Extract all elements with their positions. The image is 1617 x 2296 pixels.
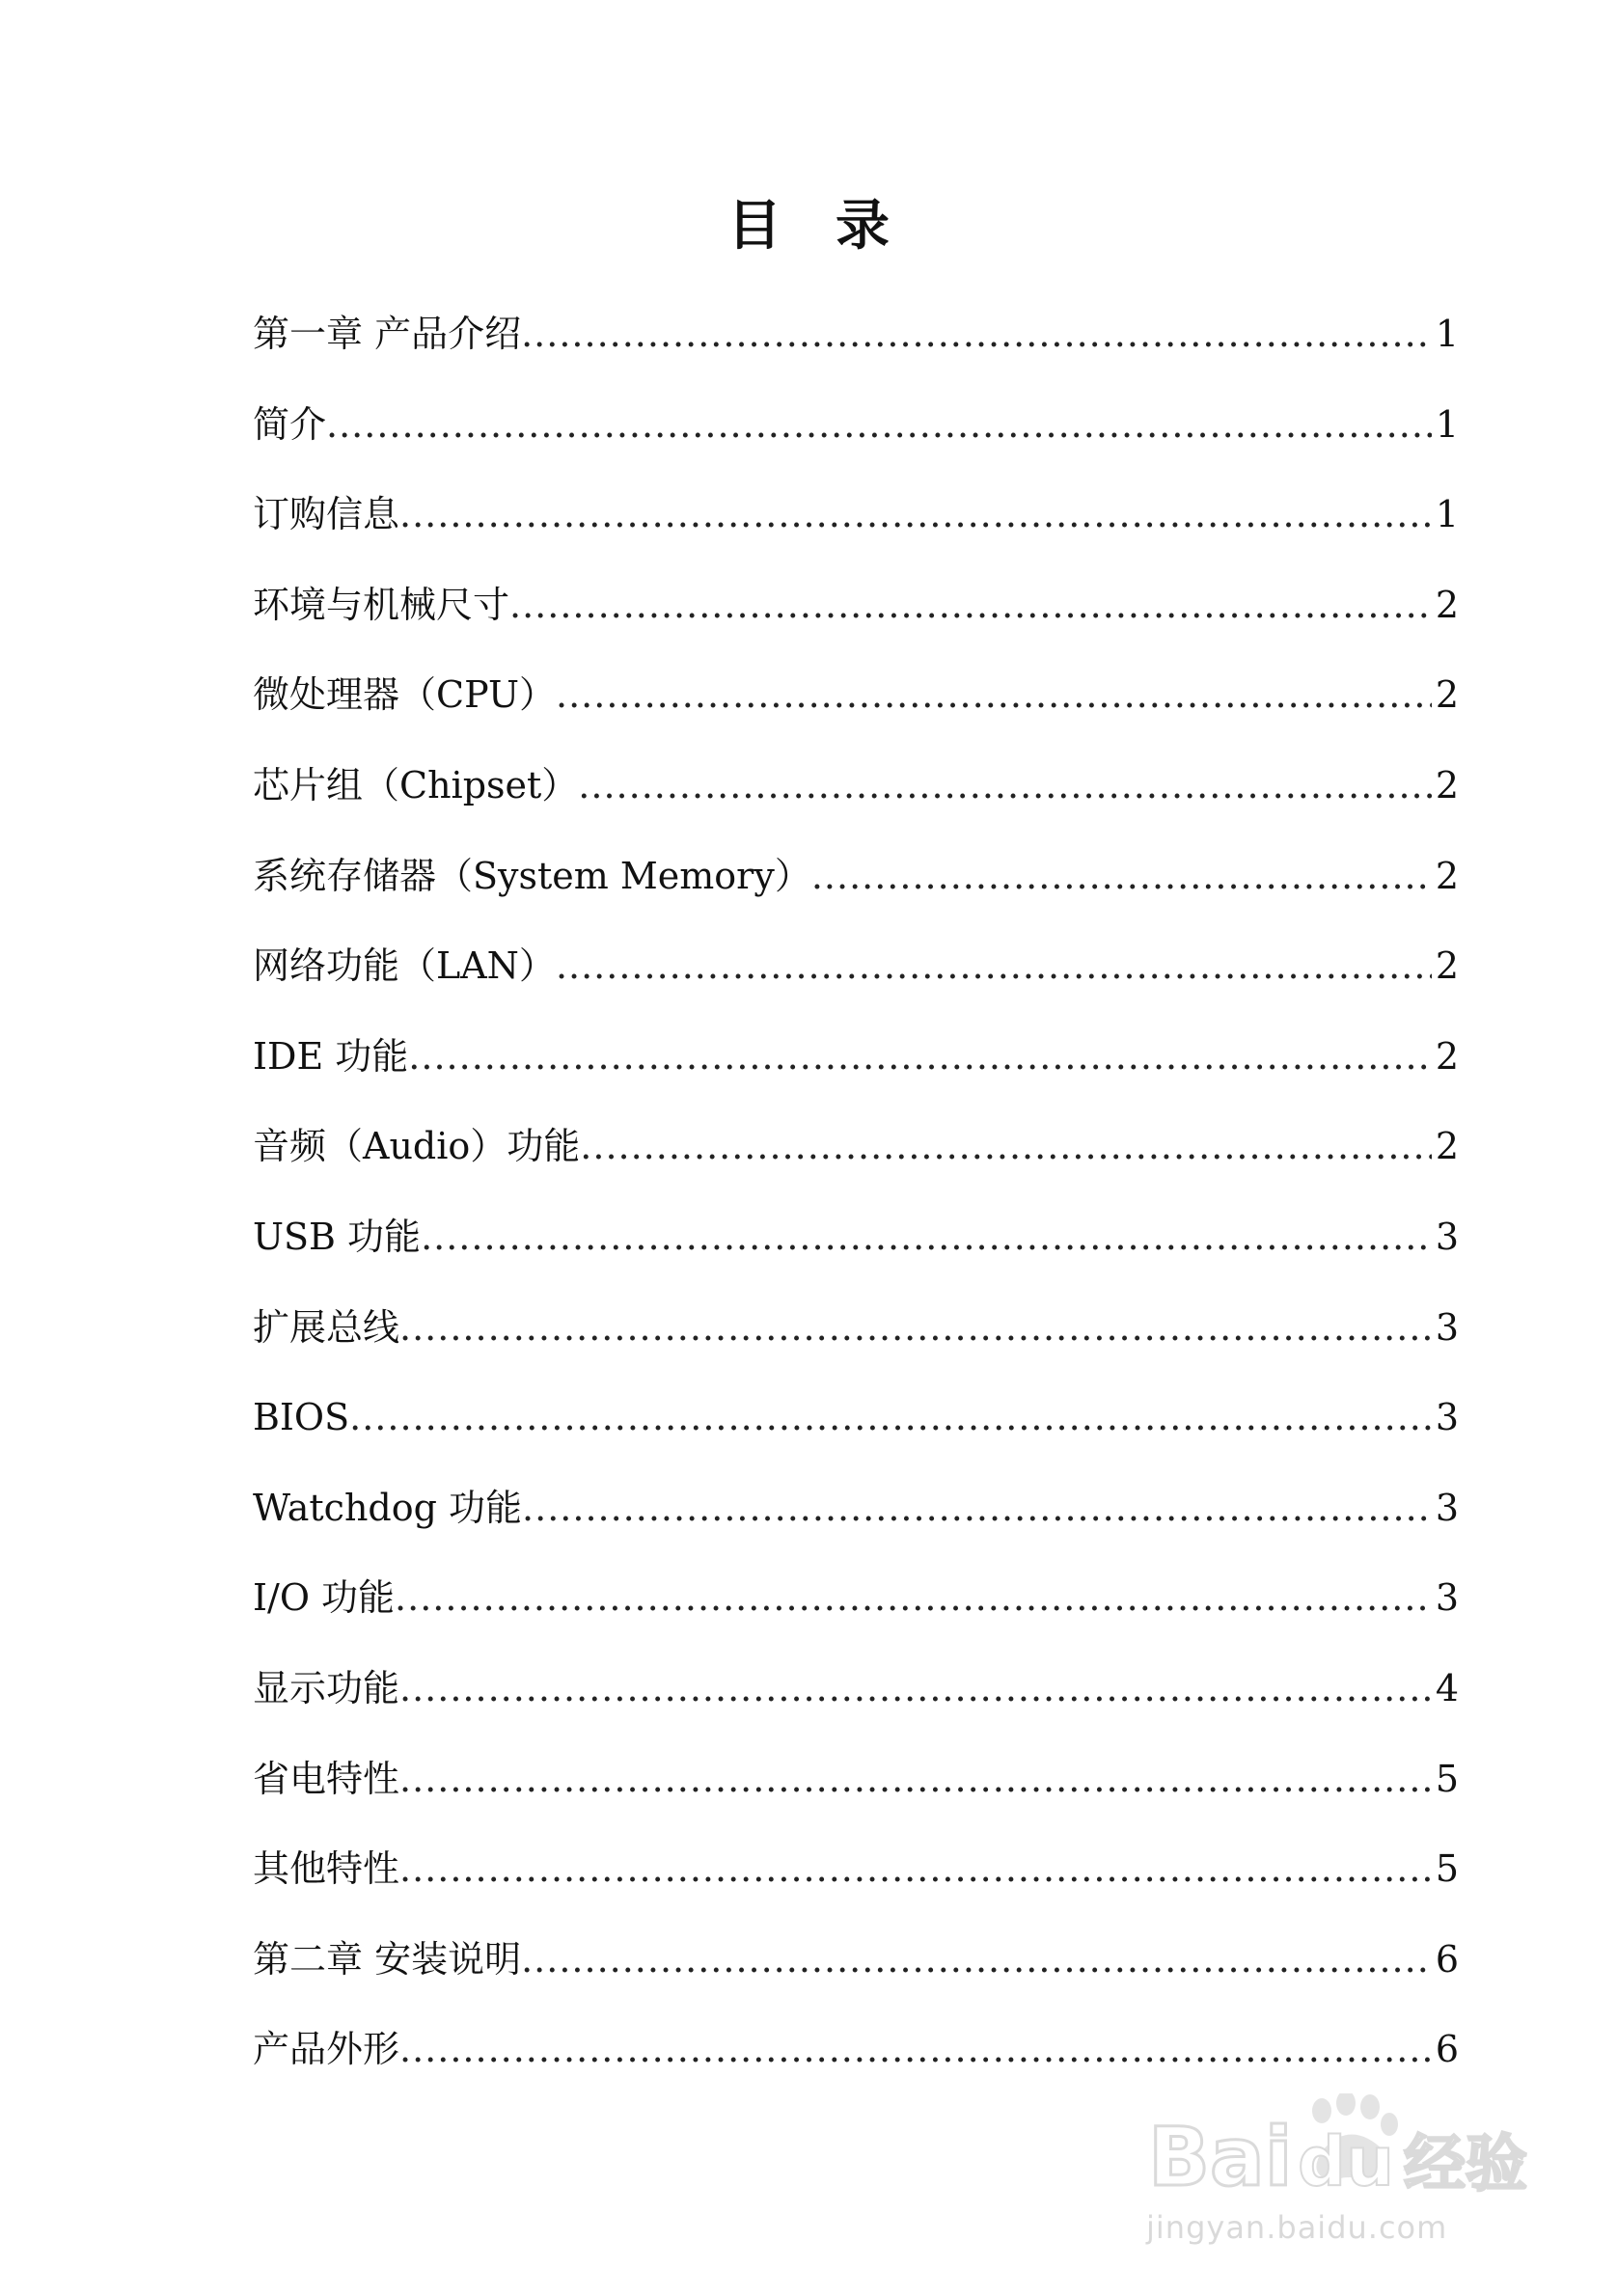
toc-entry-page: 3 bbox=[1435, 1396, 1459, 1439]
toc-entry-label: Watchdog 功能 bbox=[253, 1486, 523, 1529]
toc-entry[interactable] bbox=[253, 1192, 1459, 1283]
toc-leader-dots bbox=[395, 1553, 1432, 1644]
toc-entry[interactable] bbox=[253, 1915, 1459, 2006]
toc-entry-page: 1 bbox=[1435, 493, 1459, 536]
toc-entry-label: 网络功能（LAN） bbox=[253, 944, 556, 988]
toc-entry-label: 扩展总线 bbox=[253, 1305, 400, 1349]
toc-entry-label: 芯片组（Chipset） bbox=[253, 763, 579, 806]
toc-leader-dots bbox=[399, 1824, 1432, 1915]
toc-leader-dots bbox=[421, 1192, 1432, 1283]
toc-entry[interactable] bbox=[253, 1824, 1459, 1915]
svg-text:du: du bbox=[1298, 2122, 1394, 2200]
toc-leader-dots bbox=[522, 1463, 1432, 1554]
svg-text:经验: 经验 bbox=[1404, 2129, 1527, 2200]
toc-entry-page: 3 bbox=[1435, 1215, 1459, 1258]
toc-entry[interactable] bbox=[253, 289, 1459, 380]
toc-title bbox=[0, 183, 1617, 260]
toc-entry-label: BIOS bbox=[253, 1396, 350, 1439]
svg-text:Bai: Bai bbox=[1148, 2110, 1293, 2200]
toc-entry-page: 2 bbox=[1435, 673, 1459, 717]
toc-entry[interactable] bbox=[253, 470, 1459, 560]
toc-leader-dots bbox=[578, 741, 1432, 832]
watermark-url: jingyan.baidu.com bbox=[1146, 2209, 1448, 2246]
toc-entry-label: 其他特性 bbox=[253, 1847, 400, 1891]
toc-entry[interactable] bbox=[253, 1373, 1459, 1463]
toc-entry-page: 5 bbox=[1435, 1847, 1459, 1891]
toc-leader-dots bbox=[408, 1012, 1432, 1103]
toc-title-char-2: 录 bbox=[836, 194, 890, 258]
toc-entry[interactable] bbox=[253, 1283, 1459, 1374]
toc-leader-dots bbox=[580, 1102, 1432, 1192]
toc-entry[interactable] bbox=[253, 832, 1459, 922]
toc-entry-label: 环境与机械尺寸 bbox=[253, 583, 510, 626]
toc-entry[interactable] bbox=[253, 1102, 1459, 1192]
toc-entry[interactable] bbox=[253, 921, 1459, 1012]
toc-entry[interactable] bbox=[253, 1012, 1459, 1103]
baidu-jingyan-watermark bbox=[1138, 2026, 1544, 2267]
toc-entry[interactable] bbox=[253, 1553, 1459, 1644]
toc-entry[interactable] bbox=[253, 1644, 1459, 1735]
toc-entry-label: USB 功能 bbox=[253, 1215, 422, 1258]
toc-entry-label: 系统存储器（System Memory） bbox=[253, 854, 811, 897]
toc-entry-page: 3 bbox=[1435, 1305, 1459, 1349]
baidu-logo-icon bbox=[1148, 2093, 1553, 2200]
toc-leader-dots bbox=[399, 1644, 1432, 1735]
toc-entry-page: 6 bbox=[1435, 2028, 1459, 2071]
toc-leader-dots bbox=[556, 650, 1432, 741]
toc-leader-dots bbox=[399, 1283, 1432, 1374]
toc-entry-page: 2 bbox=[1435, 1034, 1459, 1078]
toc-entry[interactable] bbox=[253, 560, 1459, 651]
toc-entry-label: 简介 bbox=[253, 402, 327, 446]
toc-entry-label: 微处理器（CPU） bbox=[253, 673, 557, 717]
toc-entry-label: 第二章 安装说明 bbox=[253, 1937, 522, 1981]
toc-entry-page: 3 bbox=[1435, 1576, 1459, 1620]
toc-leader-dots bbox=[509, 560, 1432, 651]
toc-entry-page: 5 bbox=[1435, 1757, 1459, 1800]
toc-entry-label: IDE 功能 bbox=[253, 1034, 409, 1078]
toc-leader-dots bbox=[349, 1373, 1432, 1463]
toc-leader-dots bbox=[521, 1915, 1432, 2006]
toc-entry-page: 6 bbox=[1435, 1937, 1459, 1981]
toc-leader-dots bbox=[326, 380, 1432, 471]
toc-entry-page: 2 bbox=[1435, 854, 1459, 897]
toc-entry-page: 2 bbox=[1435, 1125, 1459, 1168]
toc-entry-page: 1 bbox=[1435, 313, 1459, 355]
toc-entry-page: 2 bbox=[1435, 583, 1459, 626]
toc-entry[interactable] bbox=[253, 741, 1459, 832]
toc-entry-label: 订购信息 bbox=[253, 493, 400, 536]
toc-leader-dots bbox=[399, 470, 1432, 560]
toc-entry[interactable] bbox=[253, 650, 1459, 741]
toc-leader-dots bbox=[399, 1735, 1432, 1825]
toc-entry-label: 显示功能 bbox=[253, 1666, 400, 1709]
toc-entry-label: 省电特性 bbox=[253, 1757, 400, 1800]
toc-entry-page: 2 bbox=[1435, 944, 1459, 988]
toc-entry-page: 1 bbox=[1435, 402, 1459, 446]
toc-list bbox=[253, 289, 1459, 2095]
toc-entry[interactable] bbox=[253, 380, 1459, 471]
toc-entry-label: 音频（Audio）功能 bbox=[253, 1125, 581, 1168]
toc-entry-page: 3 bbox=[1435, 1486, 1459, 1529]
toc-entry[interactable] bbox=[253, 1735, 1459, 1825]
toc-leader-dots bbox=[811, 832, 1432, 922]
toc-entry-page: 2 bbox=[1435, 763, 1459, 806]
toc-leader-dots bbox=[556, 921, 1432, 1012]
toc-entry-label: 第一章 产品介绍 bbox=[253, 313, 522, 355]
toc-entry-label: 产品外形 bbox=[253, 2028, 400, 2071]
toc-leader-dots bbox=[521, 289, 1432, 380]
toc-title-char-1: 目 bbox=[727, 194, 781, 258]
toc-entry[interactable] bbox=[253, 1463, 1459, 1554]
toc-entry-label: I/O 功能 bbox=[253, 1576, 396, 1620]
toc-entry-page: 4 bbox=[1435, 1666, 1459, 1709]
